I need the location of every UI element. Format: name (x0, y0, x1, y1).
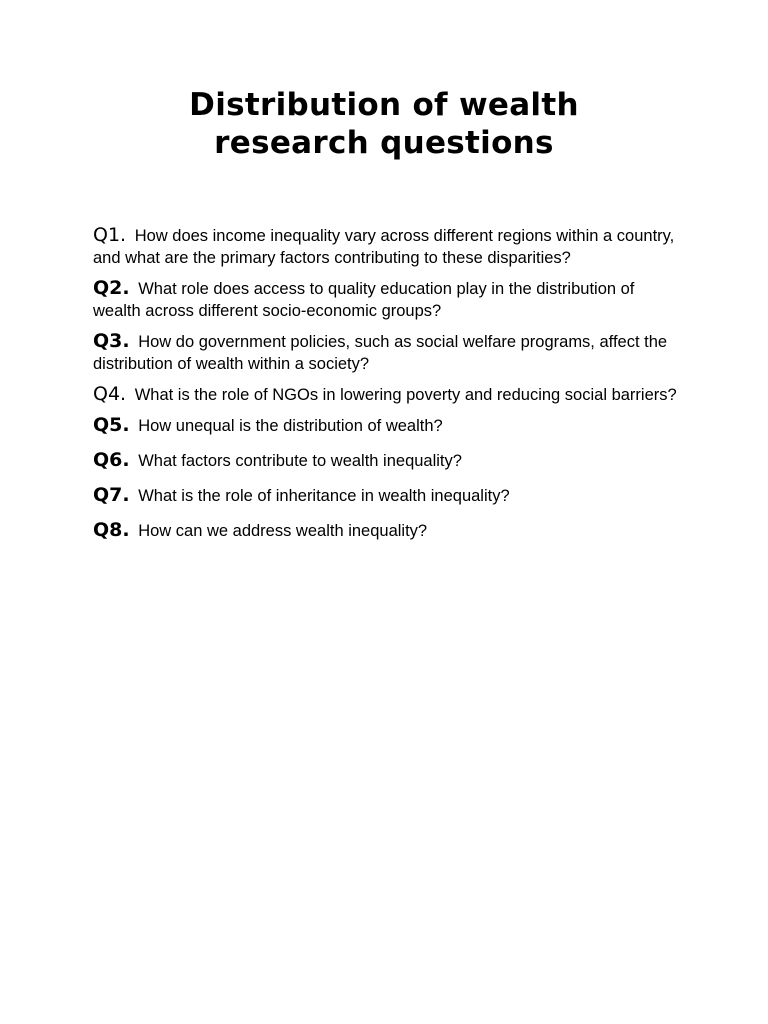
question-number: Q6. (93, 449, 130, 471)
title-line: research questions (214, 125, 554, 161)
question-text: How do government policies, such as social welfare programs, affect the distribution of wealth within a society? (93, 333, 668, 373)
title-line: Distribution of wealth (189, 87, 579, 123)
question-text: What factors contribute to wealth inequality? (138, 452, 462, 470)
question-item (93, 383, 678, 406)
question-item (93, 277, 678, 322)
question-number: Q2. (93, 277, 130, 299)
question-number: Q4. (93, 383, 127, 405)
question-item (93, 449, 678, 472)
question-text: How unequal is the distribution of wealth? (138, 417, 443, 435)
question-number: Q3. (93, 330, 130, 352)
question-text: What is the role of NGOs in lowering poverty and reducing social barriers? (134, 386, 677, 404)
question-text: How can we address wealth inequality? (138, 522, 428, 540)
question-item (93, 414, 678, 437)
document-title (84, 86, 684, 162)
question-item (93, 224, 678, 269)
question-item (93, 330, 678, 375)
question-text: What is the role of inheritance in wealth inequality? (138, 487, 510, 505)
question-text: How does income inequality vary across different regions within a country, and what are the primary factors contributing to these disparities? (93, 227, 675, 267)
question-number: Q8. (93, 519, 130, 541)
question-number: Q1. (93, 224, 127, 246)
question-number: Q7. (93, 484, 130, 506)
question-number: Q5. (93, 414, 130, 436)
question-text: What role does access to quality education play in the distribution of wealth across different socio-economic groups? (93, 280, 635, 320)
question-item (93, 484, 678, 507)
question-item (93, 519, 678, 542)
question-list (93, 224, 678, 554)
